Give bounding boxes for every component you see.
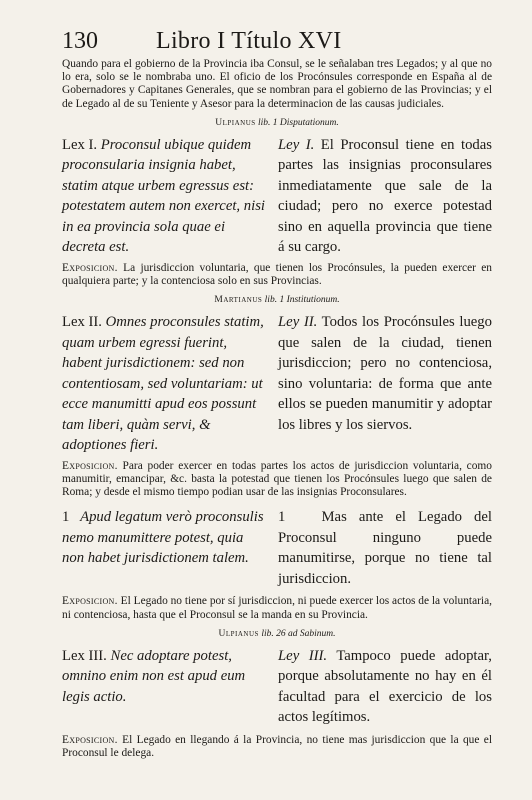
law-row	[62, 507, 492, 589]
law-row	[62, 646, 492, 728]
exposicion-label: Exposicion.	[62, 261, 118, 274]
spanish-text	[278, 135, 492, 258]
source-citation	[62, 629, 492, 640]
law-row	[62, 135, 492, 258]
exposicion-body: El Legado no tiene por sí jurisdiccion, ni puede exercer los actos de la voluntaria, ni contenciosa, hasta que el Proconsul se la manda en su Provincia.	[62, 595, 492, 621]
spanish-text	[278, 646, 492, 728]
spanish-body: Mas ante el Legado del Proconsul ninguno puede manumitirse, porque no tiene tal jurisdiccion.	[278, 509, 493, 587]
source-citation	[62, 118, 492, 129]
latin-body: Omnes proconsules statim, quam urbem egressi fuerint, habent jurisdictionem: sed non contentiosam, sed voluntariam: ut ecce manumitti apud eos possunt tam liberi, quàm servi, & adoptiones fieri.	[62, 314, 264, 454]
spanish-body: Tampoco puede adoptar, porque absolutamente no hay en él facultad para el exercicio de los actos legítimos.	[278, 647, 492, 726]
source-citation	[62, 295, 492, 306]
source-work: lib. 26 ad Sabinum.	[261, 628, 336, 639]
lex-number: Lex III.	[62, 647, 107, 664]
spanish-body: El Proconsul tiene en todas partes las insignias proconsulares inmediatamente que sale de la ciudad; pero no exerce potestad sino en aquella provincia que tiene á su cargo.	[278, 136, 492, 256]
lex-number: Lex I.	[62, 136, 98, 153]
latin-text	[62, 507, 268, 589]
source-work: lib. 1 Institutionum.	[264, 295, 340, 306]
latin-text	[62, 135, 268, 258]
exposicion-body: El Legado en llegando á la Provincia, no tiene mas jurisdiccion que la que el Proconsul le delega.	[62, 733, 492, 759]
exposicion-body: La jurisdiccion voluntaria, que tienen los Procónsules, la pueden exercer en qualquiera parte; y la contenciosa solo en sus Provincias.	[62, 261, 492, 288]
latin-text	[62, 312, 268, 456]
paragraph-number: 1	[278, 509, 286, 526]
law-row	[62, 312, 492, 456]
latin-body: Nec adoptare potest, omnino enim non est apud eum legis actio.	[62, 647, 246, 705]
exposicion-body: Para poder exercer en todas partes los actos de jurisdiccion voluntaria, como manumitir, emancipar, &c. basta la potestad que tienen los Procónsules luego que salen de Roma; y desde el mismo tiempo podian usar de las insignias Proconsulares.	[62, 459, 492, 499]
exposicion-note	[62, 460, 492, 500]
source-author: Martianus	[214, 295, 263, 306]
exposicion-note	[62, 595, 492, 621]
ley-number: Ley II.	[278, 314, 318, 331]
book-page	[62, 28, 492, 760]
paragraph-number: 1	[62, 509, 70, 526]
latin-body: Apud legatum verò proconsulis nemo manumittere potest, quia non habet jurisdictionem talem.	[62, 509, 264, 567]
exposicion-label: Exposicion.	[62, 459, 118, 472]
source-work: lib. 1 Disputationum.	[258, 117, 339, 128]
ley-number: Ley I.	[278, 136, 315, 153]
exposicion-label: Exposicion.	[62, 733, 118, 746]
running-title: Libro I Título XVI	[156, 28, 342, 54]
latin-text	[62, 646, 268, 728]
ley-number: Ley III.	[278, 647, 328, 664]
source-author: Ulpianus	[218, 628, 259, 639]
lex-number: Lex II.	[62, 314, 102, 331]
spanish-text	[278, 507, 492, 589]
spanish-text	[278, 312, 492, 456]
exposicion-note	[62, 734, 492, 760]
intro-note: Quando para el gobierno de la Provincia iba Consul, se le señalaban tres Legados; y al que no lo era, solo se le nombraba uno. El oficio de los Procónsules corresponde en España al de Gobernadores y Capitanes Generales, que se nombran para el gobierno de las Provincias; y el de Legado al de su Teniente y Asesor para la determinacion de las causas judiciales.	[62, 58, 492, 110]
page-number: 130	[62, 28, 98, 54]
page-header	[62, 28, 492, 58]
source-author: Ulpianus	[215, 117, 256, 128]
exposicion-label: Exposicion.	[62, 595, 118, 608]
spanish-body: Todos los Procónsules luego que salen de la ciudad, tienen jurisdiccion; pero no contenciosa, sino voluntaria: de forma que ante ellos se pueden manumitir y adoptar los libres y los siervos.	[278, 314, 492, 433]
latin-body: Proconsul ubique quidem proconsularia insignia habet, statim atque urbem egressus est: potestatem autem non exercet, nisi in ea provincia sola quae ei decreta est.	[62, 136, 265, 256]
exposicion-note	[62, 262, 492, 288]
